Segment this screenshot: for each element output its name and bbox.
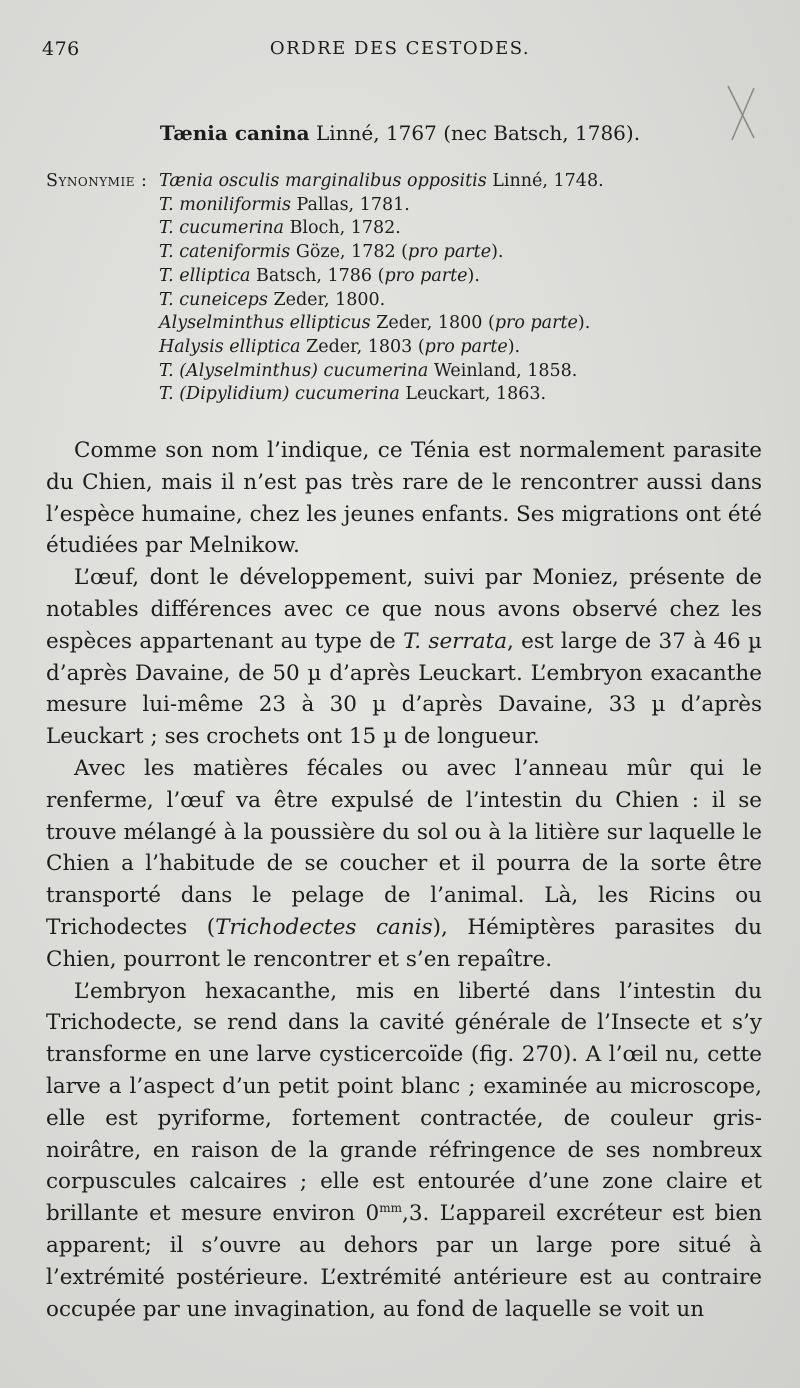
body-text: [46, 435, 762, 1325]
paragraph-text: L’œuf, dont le développement, suivi par Moniez, présente de notables différences avec ce que nous avons observé chez les espèces appartenant au type de: [46, 565, 762, 654]
unit-superscript: mm: [379, 1200, 402, 1215]
paragraph-text: Avec les matières fécales ou avec l’anneau mûr qui le renferme, l’œuf va être expulsé de l’intestin du Chien : il se trouve mélangé à la poussière du sol ou à la litière sur laquelle le Chien a l’habitude de se coucher et il pourra de la sorte être transporté dans le pelage de l’animal. Là, les Ricins ou Trichodectes (: [46, 755, 762, 940]
synonym-tail: ).: [577, 313, 591, 334]
synonym-author: Batsch, 1786 (: [250, 265, 385, 286]
synonym-name: Halysis elliptica: [159, 336, 301, 357]
synonym-author: Bloch, 1782.: [284, 218, 401, 239]
species-reference: T. serrata: [403, 628, 508, 654]
running-head: ORDRE DES CESTODES.: [269, 38, 531, 59]
paragraph-text: , est large de 37 à 46 µ d’après Davaine, de 50 µ d’après Leuckart. L’embryon exacanthe mesure lui-même 23 à 30 µ d’après Davaine, 33 µ d’après Leuckart ; ses crochets ont 15 µ de longueur.: [46, 628, 763, 750]
species-title: [0, 121, 800, 145]
synonym-author: Linné, 1748.: [486, 171, 604, 191]
paragraph-text: ), Hémiptères parasites du Chien, pourront le rencontrer et s’en repaître.: [46, 914, 762, 972]
synonym-entry: [159, 383, 760, 407]
synonym-note: pro parte: [408, 242, 492, 263]
species-name: Tænia canina: [159, 121, 310, 145]
paragraph: [46, 753, 762, 976]
synonym-author: Göze, 1782 (: [290, 242, 408, 263]
synonym-tail: ).: [491, 242, 504, 263]
synonym-name: T. moniliformis: [159, 194, 291, 215]
page-header: [42, 38, 758, 68]
synonym-author: Weinland, 1858.: [428, 360, 578, 381]
synonym-author: Zeder, 1800 (: [370, 313, 495, 334]
synonym-author: Pallas, 1781.: [290, 194, 410, 215]
synonym-note: pro parte: [384, 265, 468, 286]
synonym-name: T. cateniformis: [159, 242, 291, 263]
synonym-note: pro parte: [424, 336, 508, 357]
page-number: 476: [42, 38, 80, 60]
synonym-note: pro parte: [494, 313, 578, 334]
synonym-name: T. elliptica: [159, 265, 251, 286]
paragraph-text: ,3. L’appareil excréteur est bien apparent; il s’ouvre au dehors par un large pore situé à l’extrémité postérieure. L’extrémité antérieure est au contraire occupée par une invagination, au fond de laquelle se voit un: [46, 1201, 763, 1322]
paragraph-text: L’embryon hexacanthe, mis en liberté dans l’intestin du Trichodecte, se rend dans la cavité générale de l’Insecte et s’y transforme en une larve cysticercoïde (fig. 270). A l’œil nu, cette larve a l’aspect d’un petit point blanc ; examinée au microscope, elle est pyriforme, fortement contractée, de couleur gris-noirâtre, en raison de la grande réfringence de ses nombreux corpuscules calcaires ; elle est entourée d’une zone claire et brillante et mesure environ 0: [46, 978, 762, 1227]
paragraph-text: Comme son nom l’indique, ce Ténia est normalement parasite du Chien, mais il n’est pas très rare de le rencontrer aussi dans l’espèce humaine, chez les jeunes enfants. Ses migrations ont été étudiées par Melnikow.: [46, 438, 762, 559]
synonym-tail: ).: [507, 336, 521, 357]
synonym-entry: [159, 194, 760, 218]
paragraph: [46, 976, 762, 1326]
synonym-name: Tænia osculis marginalibus oppositis: [159, 171, 487, 191]
species-reference: Trichodectes canis: [215, 914, 433, 940]
synonym-name: Alyselminthus ellipticus: [159, 313, 371, 334]
synonym-entry: [159, 336, 760, 360]
synonym-name: T. cuneiceps: [159, 289, 268, 310]
synonym-author: Zeder, 1803 (: [300, 336, 425, 357]
synonym-tail: ).: [467, 265, 480, 286]
paragraph: [46, 562, 762, 753]
synonym-name: T. cucumerina: [159, 218, 284, 239]
synonymy-label: Synonymie :: [46, 171, 148, 191]
synonym-entry: [159, 360, 760, 384]
synonym-name: T. (Dipylidium) cucumerina: [159, 384, 400, 405]
synonym-entry: [159, 241, 760, 265]
synonym-entry: [159, 265, 760, 289]
paragraph: [46, 435, 762, 562]
synonym-author: Leuckart, 1863.: [399, 384, 547, 405]
species-authority: Linné, 1767 (nec Batsch, 1786).: [309, 121, 641, 145]
synonym-entry: [159, 312, 760, 336]
synonym-entry: [159, 289, 760, 313]
synonym-name: T. (Alyselminthus) cucumerina: [159, 360, 429, 381]
synonym-entry: [159, 170, 760, 194]
synonymy-list: [159, 170, 760, 407]
synonym-entry: [159, 217, 760, 241]
synonym-author: Zeder, 1800.: [267, 289, 386, 310]
